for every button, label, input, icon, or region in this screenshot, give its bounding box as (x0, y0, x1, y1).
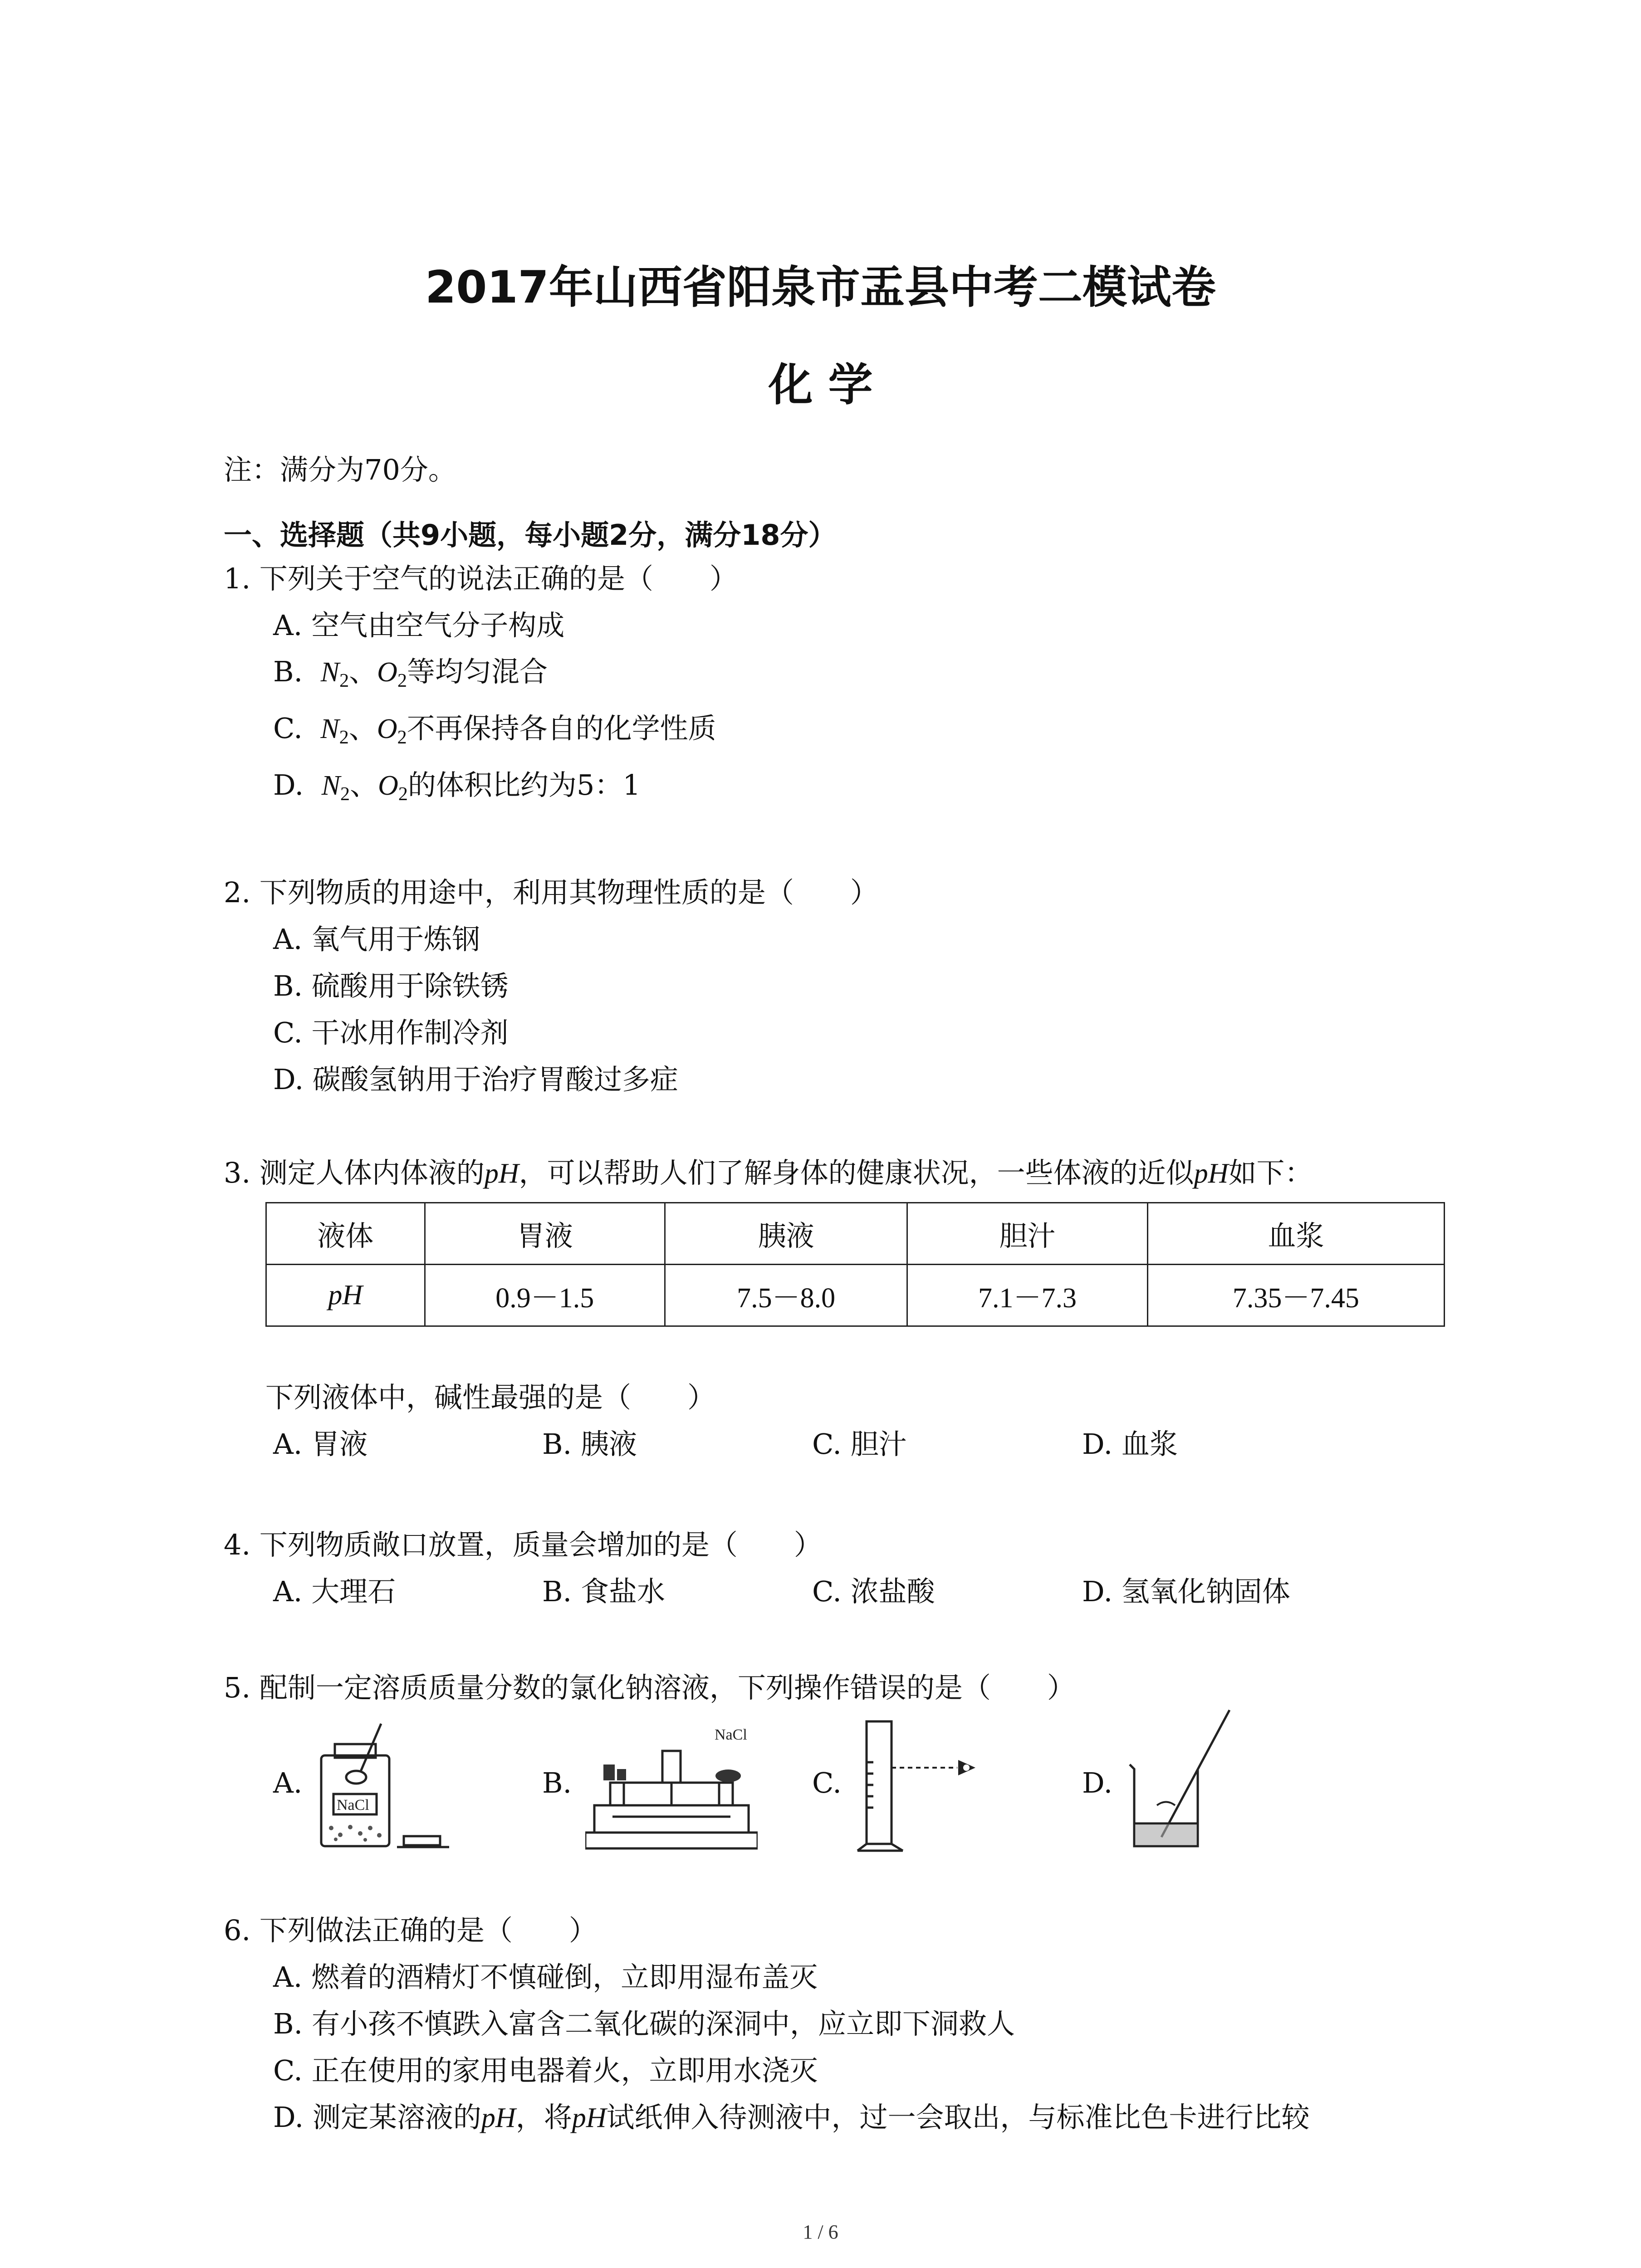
question-stem: 5. 配制一定溶质质量分数的氯化钠溶液，下列操作错误的是（ ） (224, 1671, 1075, 1704)
separator: 、 (350, 768, 378, 802)
option-a: A. 胃液 (273, 1427, 368, 1461)
option-b: B. 有小孩不慎跌入富含二氧化碳的深洞中，应立即下洞救人 (273, 2007, 1015, 2040)
option-c: C. (812, 1766, 842, 1799)
graduated-cylinder-illustration (853, 1717, 989, 1857)
option-c: C. 胆汁 (812, 1427, 907, 1461)
nitrogen-formula: $N_2$ (321, 770, 350, 805)
table-cell: 液体 (266, 1203, 425, 1265)
option-c: C. 干冰用作制冷剂 (273, 1016, 509, 1049)
option-a: A. 大理石 (273, 1575, 396, 1608)
table-cell: 胰液 (665, 1203, 907, 1265)
ph-symbol: pH (481, 2102, 516, 2133)
table-cell: 血浆 (1147, 1203, 1444, 1265)
option-d: D. 测定某溶液的pH，将pH试纸伸入待测液中，过一会取出，与标准比色卡进行比较 (273, 2101, 1310, 2134)
option-d: D. 血浆 (1082, 1427, 1178, 1461)
option-b: B. 食盐水 (542, 1575, 665, 1608)
question-stem: 3. 测定人体内体液的pH，可以帮助人们了解身体的健康状况，一些体液的近似pH如下： (224, 1156, 1313, 1189)
nitrogen-formula: $N_2$ (320, 714, 349, 748)
page-number: 1 / 6 (803, 2221, 838, 2243)
option-c: C. 浓盐酸 (812, 1575, 935, 1608)
option-b: B. 胰液 (542, 1427, 637, 1461)
option-b: B. (542, 1766, 572, 1799)
option-d: D. 氢氧化钠固体 (1082, 1575, 1290, 1608)
table-cell: 7.1－7.3 (907, 1265, 1147, 1326)
table-cell: pH (266, 1265, 425, 1326)
option-a: A. (273, 1766, 303, 1799)
ph-symbol: pH (572, 2102, 607, 2133)
oxygen-formula: $O_2$ (377, 657, 407, 691)
ph-table (265, 1202, 1445, 1327)
table-cell: 7.5－8.0 (665, 1265, 907, 1326)
option-d: D. 碳酸氢钠用于治疗胃酸过多症 (273, 1063, 678, 1096)
question-stem: 1. 下列关于空气的说法正确的是（ ） (224, 562, 738, 595)
table-row (266, 1265, 1445, 1326)
beaker-stirring-illustration (1121, 1706, 1248, 1855)
sub-stem: 下列液体中，碱性最强的是（ ） (265, 1381, 716, 1414)
ph-symbol: pH (484, 1158, 519, 1189)
reagent-bottle-spoon-illustration (313, 1719, 463, 1855)
separator: 、 (348, 712, 377, 745)
option-c (273, 714, 716, 747)
separator: 、 (349, 655, 377, 688)
option-text: 等均匀混合 (407, 655, 548, 688)
table-cell: 7.35－7.45 (1147, 1265, 1444, 1326)
nitrogen-formula: $N_2$ (320, 657, 349, 691)
table-header-row (266, 1203, 1445, 1265)
table-cell: 胃液 (425, 1203, 665, 1265)
balance-scale-illustration (585, 1715, 758, 1855)
option-a: A. 氧气用于炼钢 (273, 923, 480, 956)
oxygen-formula: $O_2$ (378, 770, 408, 805)
exam-title: 2017年山西省阳泉市盂县中考二模试卷 (425, 262, 1216, 313)
option-b (273, 655, 548, 691)
option-c: C. 正在使用的家用电器着火，立即用水浇灭 (273, 2054, 818, 2087)
option-a: A. 燃着的酒精灯不慎碰倒，立即用湿布盖灭 (273, 1960, 818, 1994)
option-d (273, 768, 641, 805)
option-b: B. 硫酸用于除铁锈 (273, 969, 509, 1002)
option-d: D. (1082, 1766, 1113, 1799)
option-text: 不再保持各自的化学性质 (407, 712, 716, 745)
table-cell: 0.9－1.5 (425, 1265, 665, 1326)
table-cell: 胆汁 (907, 1203, 1147, 1265)
section-heading: 一、选择题（共9小题，每小题2分，满分18分） (224, 518, 837, 552)
question-stem: 6. 下列做法正确的是（ ） (224, 1914, 597, 1947)
question-stem: 2. 下列物质的用途中，利用其物理性质的是（ ） (224, 876, 878, 909)
nacl-label: NaCl (337, 1797, 369, 1813)
oxygen-formula: $O_2$ (377, 714, 407, 748)
option-label: C. (273, 712, 303, 745)
option-label: D. (273, 768, 304, 802)
option-text: 的体积比约为5：1 (407, 768, 641, 802)
question-stem: 4. 下列物质敞口放置，质量会增加的是（ ） (224, 1528, 822, 1561)
option-label: B. (273, 655, 303, 688)
option-a: A. 空气由空气分子构成 (273, 609, 565, 642)
nacl-label: NaCl (715, 1726, 747, 1743)
score-note: 注：满分为70分。 (224, 453, 456, 486)
ph-symbol: pH (1194, 1158, 1229, 1189)
subject-title: 化 学 (768, 359, 873, 411)
